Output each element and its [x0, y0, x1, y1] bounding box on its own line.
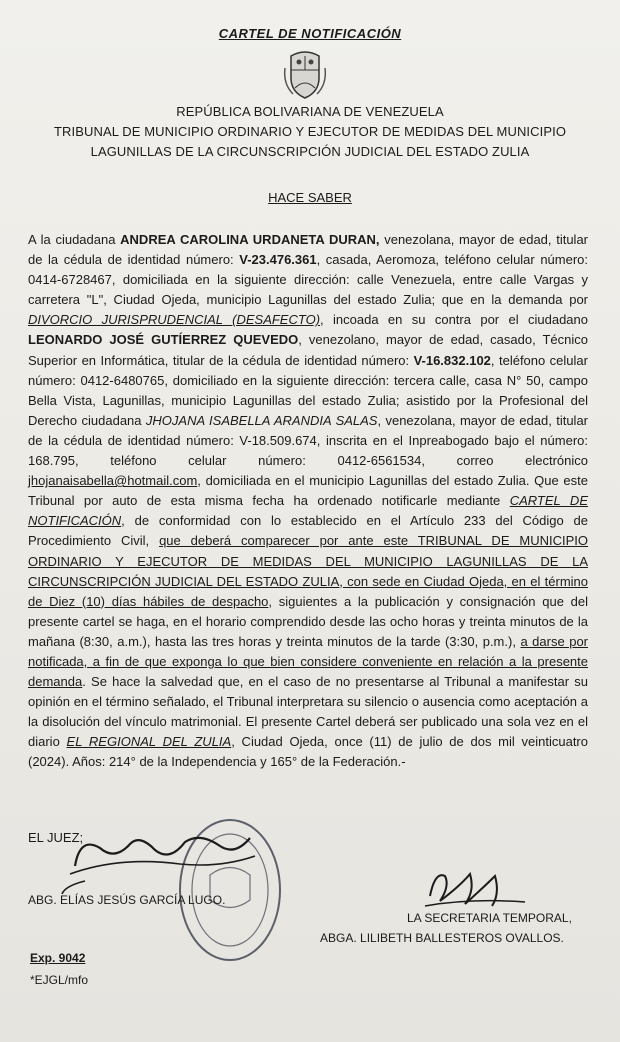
reference-initials: *EJGL/mfo	[30, 973, 89, 987]
body-text: , venezolano, mayor de edad, casado, Técnico Superior en Informática, titular de la cédula de identidad número:	[28, 332, 588, 368]
secretary-name: ABGA. LILIBETH BALLESTEROS OVALLOS.	[320, 931, 564, 945]
body-text: , de conformidad con lo establecido en el Artículo 233 del Código de Procedimiento Civil,	[28, 513, 588, 549]
plaintiff-name: LEONARDO JOSÉ GUTÍERREZ QUEVEDO	[28, 332, 299, 348]
case-number: Exp. 9042	[30, 951, 86, 965]
body-text: . Se hace la salvedad que, en el caso de no presentarse al Tribunal a manifestar su opinión en el término señalado, el Tribunal interpretara su silencio o ausencia como aceptación a la disolución del vínculo matrimonial. El presente Cartel deberá ser publicado una sola vez en el diario	[28, 674, 588, 750]
attorney-email: jhojanaisabella@hotmail.com	[28, 473, 198, 489]
header-line-2: TRIBUNAL DE MUNICIPIO ORDINARIO Y EJECUTOR DE MEDIDAS DEL MUNICIPIO	[53, 124, 567, 139]
body-text: , casada, Aeromoza, teléfono celular número: 0414-6728467, domiciliada en la siguiente dirección: calle Venezuela, entre calle Vargas y carretera "L", Ciudad Ojeda, municipio Lagunillas del estado Zulia; que en la demanda por	[28, 252, 589, 308]
header-line-3: LAGUNILLAS DE LA CIRCUNSCRIPCIÓN JUDICIAL DEL ESTADO ZULIA	[90, 144, 530, 159]
notification-clause: a darse por notificada, a fin de que exponga lo que bien considere conveniente en relación a la presente demanda	[28, 633, 588, 690]
attorney-name: JHOJANA ISABELLA ARANDIA SALAS	[145, 412, 378, 428]
newspaper-name: EL REGIONAL DEL ZULIA	[66, 734, 232, 750]
document-title: CARTEL DE NOTIFICACIÓN	[218, 26, 402, 41]
body-text: , venezolana, mayor de edad, titular de la cédula de identidad número: V-18.509.674, inscrita en el Inpreabogado bajo el número: 168.795, teléfono celular número: 0412-6561534, correo electrónico	[28, 412, 589, 469]
judge-label: EL JUEZ;	[28, 830, 84, 845]
judge-signature	[60, 826, 260, 896]
body-text: , incoada en su contra por el ciudadano	[320, 312, 588, 328]
appearance-clause: que deberá comparecer por ante este TRIBUNAL DE MUNICIPIO ORDINARIO Y EJECUTOR DE MEDIDAS DEL MUNICIPIO LAGUNILLAS DE LA CIRCUNSCRIPCIÓN JUDICIAL DEL ESTADO ZULIA, con sede en Ciudad Ojeda, en el término de Diez (10) días hábiles de despacho	[28, 533, 588, 609]
secretary-role: LA SECRETARIA TEMPORAL,	[407, 911, 572, 925]
judge-name: ABG. ELÍAS JESÚS GARCÍA LUGO.	[28, 893, 226, 907]
body-text: , Ciudad Ojeda, once (11) de julio de dos mil veinticuatro (2024). Años: 214° de la Independencia y 165° de la Federación.-	[28, 734, 588, 770]
coat-of-arms-icon	[281, 48, 329, 100]
case-type: DIVORCIO JURISPRUDENCIAL (DESAFECTO)	[28, 312, 321, 328]
body-text: A la ciudadana	[28, 232, 121, 247]
body-text: , siguientes a la publicación y consignación que del presente cartel se haga, en el horario comprendido desde las ocho horas y treinta minutos de la mañana (8:30, a.m.), hasta las tres horas y treinta minutos de la tarde (3:30, p.m.),	[28, 593, 588, 649]
hace-saber-heading: HACE SABER	[268, 190, 352, 205]
respondent-name: ANDREA CAROLINA URDANETA DURAN,	[120, 232, 380, 247]
header-line-1: REPÚBLICA BOLIVARIANA DE VENEZUELA	[176, 104, 444, 119]
body-text: , domiciliada en el municipio Lagunillas del estado Zulia. Que este Tribunal por auto de esta misma fecha ha ordenado notificarle mediante	[28, 473, 588, 509]
plaintiff-id: V-16.832.102	[413, 352, 491, 368]
body-text: venezolana, mayor de edad, titular de la cédula de identidad número:	[28, 232, 588, 268]
body-text: , teléfono celular número: 0412-6480765, domiciliado en la siguiente dirección: tercera calle, casa N° 50, campo Bella Vista, Lagunillas, municipio Lagunillas del estado Zulia; asistido por la Profesional del Derecho ciudadana	[28, 352, 588, 428]
secretary-signature	[420, 866, 530, 911]
notice-body	[28, 230, 588, 773]
respondent-id: V-23.476.361	[239, 252, 317, 268]
notice-name-ref: CARTEL DE NOTIFICACIÓN	[28, 493, 588, 529]
